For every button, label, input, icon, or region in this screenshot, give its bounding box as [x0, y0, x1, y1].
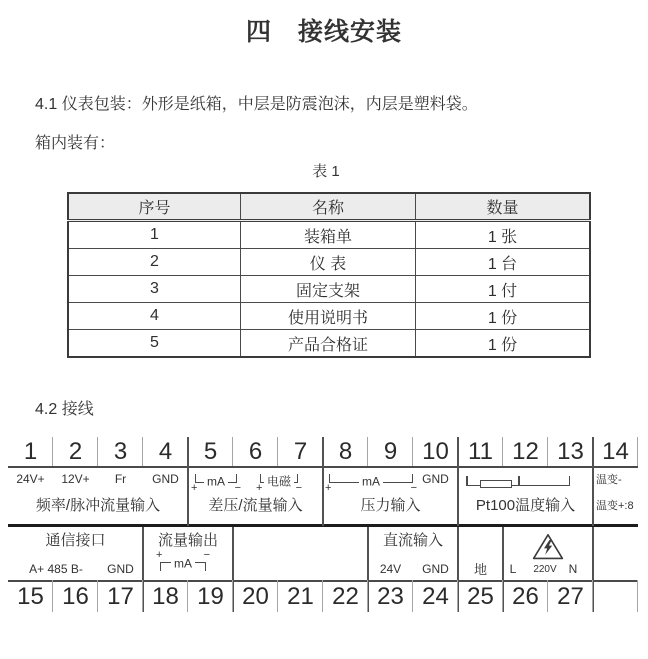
cell-name: 固定支架	[241, 276, 416, 303]
loop-label: mA	[359, 475, 383, 487]
terminal-cell: 5	[203, 438, 218, 465]
terminal-label: 12V+	[61, 472, 90, 486]
terminal-cell: 24	[422, 583, 449, 610]
terminal-cell: 16	[62, 583, 89, 610]
terminal-cell: 18	[152, 583, 179, 610]
group-name-comm-port: 通信接口	[45, 532, 106, 549]
box-contents-label: 箱内装有：	[35, 135, 116, 152]
loop-label: mA	[204, 475, 228, 487]
terminal-cell: 4	[158, 438, 173, 465]
loop-label: 电磁	[264, 475, 294, 487]
packing-list-table	[67, 192, 591, 358]
terminal-cell: 11	[468, 438, 493, 465]
cell-name: 仪 表	[241, 249, 416, 276]
terminal-cell: 10	[422, 438, 449, 465]
terminal-cell: 7	[293, 438, 308, 465]
high-voltage-icon	[532, 533, 564, 560]
minus-sign: −	[203, 549, 210, 561]
terminal-cell: 13	[557, 438, 584, 465]
terminal-cell: 21	[287, 583, 314, 610]
cell-no: 4	[68, 303, 241, 330]
ma-current-loop-icon	[325, 474, 417, 496]
table-row	[68, 303, 590, 330]
wiring-section-heading: 4.2 接线	[35, 401, 94, 418]
column-header-qty: 数量	[416, 193, 591, 221]
terminal-label: 24V	[379, 562, 402, 576]
group-name-flow-output: 流量输出	[157, 532, 218, 549]
loop-wire	[260, 474, 298, 489]
terminal-cell: 3	[113, 438, 128, 465]
terminal-label: L	[509, 562, 517, 576]
loop-label: mA	[171, 558, 195, 570]
minus-sign: −	[410, 482, 417, 494]
table-caption: 表 1	[312, 163, 340, 180]
cell-name: 装箱单	[241, 221, 416, 249]
terminal-cell: 2	[68, 438, 83, 465]
table-row	[68, 221, 590, 249]
terminal-label: 220V	[533, 564, 557, 575]
terminal-label: 24V+	[16, 472, 45, 486]
terminal-cell: 14	[602, 438, 629, 465]
plus-sign: +	[325, 482, 332, 494]
terminal-label: N	[568, 562, 578, 576]
cell-no: 3	[68, 276, 241, 303]
cell-qty: 1 台	[416, 249, 591, 276]
terminal-cell: 25	[467, 583, 494, 610]
table-row	[68, 276, 590, 303]
loop-wire	[160, 556, 206, 571]
table-row	[68, 249, 590, 276]
electromagnetic-loop-icon	[256, 474, 302, 496]
table-row	[68, 330, 590, 358]
terminal-cell: 20	[242, 583, 269, 610]
group-name-pt100-input: Pt100温度输入	[475, 497, 576, 514]
cell-name: 使用说明书	[241, 303, 416, 330]
terminal-label: A+ 485 B-	[29, 562, 83, 576]
minus-sign: −	[295, 482, 302, 494]
column-header-name: 名称	[241, 193, 416, 221]
wire-tick	[569, 476, 571, 485]
minus-sign: −	[234, 482, 241, 494]
terminal-label: 温变-	[596, 474, 622, 486]
resistor-icon	[480, 480, 512, 488]
terminal-cell: 12	[512, 438, 539, 465]
group-name-freq-pulse-input: 频率/脉冲流量输入	[35, 497, 161, 514]
earth-terminal-label: 地	[473, 562, 487, 577]
terminal-cell: 6	[248, 438, 263, 465]
cell-qty: 1 份	[416, 303, 591, 330]
cell-no: 2	[68, 249, 241, 276]
cell-qty: 1 份	[416, 330, 591, 358]
loop-wire	[329, 474, 413, 489]
ma-current-loop-icon	[156, 549, 210, 577]
terminal-label: GND	[107, 562, 134, 576]
terminal-label: GND	[422, 562, 449, 576]
packing-description: 4.1 仪表包装：外形是纸箱，中层是防震泡沫，内层是塑料袋。	[35, 96, 478, 113]
plus-sign: +	[256, 482, 263, 494]
terminal-label: GND	[152, 472, 179, 486]
terminal-cell-empty	[593, 580, 638, 612]
terminal-cell: 22	[332, 583, 359, 610]
group-name-pressure-input: 压力输入	[360, 497, 421, 514]
cell-qty: 1 付	[416, 276, 591, 303]
terminal-wiring-diagram	[8, 437, 640, 613]
terminal-label: 温变+:8	[596, 500, 634, 512]
cell-qty: 1 张	[416, 221, 591, 249]
loop-wire	[195, 474, 237, 489]
terminal-cell: 15	[17, 583, 44, 610]
plus-sign: +	[156, 549, 163, 561]
column-header-no: 序号	[68, 193, 241, 221]
terminal-cell: 1	[23, 438, 38, 465]
bottom-terminal-row	[8, 580, 638, 612]
ma-current-loop-icon	[191, 474, 241, 496]
group-name-dc-input: 直流输入	[382, 532, 443, 549]
terminal-cell: 8	[338, 438, 353, 465]
terminal-cell: 19	[197, 583, 224, 610]
pt100-sensor-icon	[466, 476, 570, 486]
cell-no: 1	[68, 221, 241, 249]
cell-name: 产品合格证	[241, 330, 416, 358]
terminal-cell: 23	[377, 583, 404, 610]
page-title: 四 接线安装	[245, 18, 402, 46]
table-header-row	[68, 193, 590, 221]
wire-tick	[518, 476, 520, 485]
plus-sign: +	[191, 482, 198, 494]
terminal-cell: 17	[107, 583, 134, 610]
terminal-cell: 26	[512, 583, 539, 610]
terminal-cell: 9	[383, 438, 398, 465]
terminal-label: GND	[422, 472, 449, 486]
terminal-label: Fr	[114, 472, 127, 486]
wire-tick	[466, 476, 468, 485]
terminal-cell: 27	[557, 583, 584, 610]
cell-no: 5	[68, 330, 241, 358]
group-name-dp-flow-input: 差压/流量输入	[208, 497, 303, 514]
